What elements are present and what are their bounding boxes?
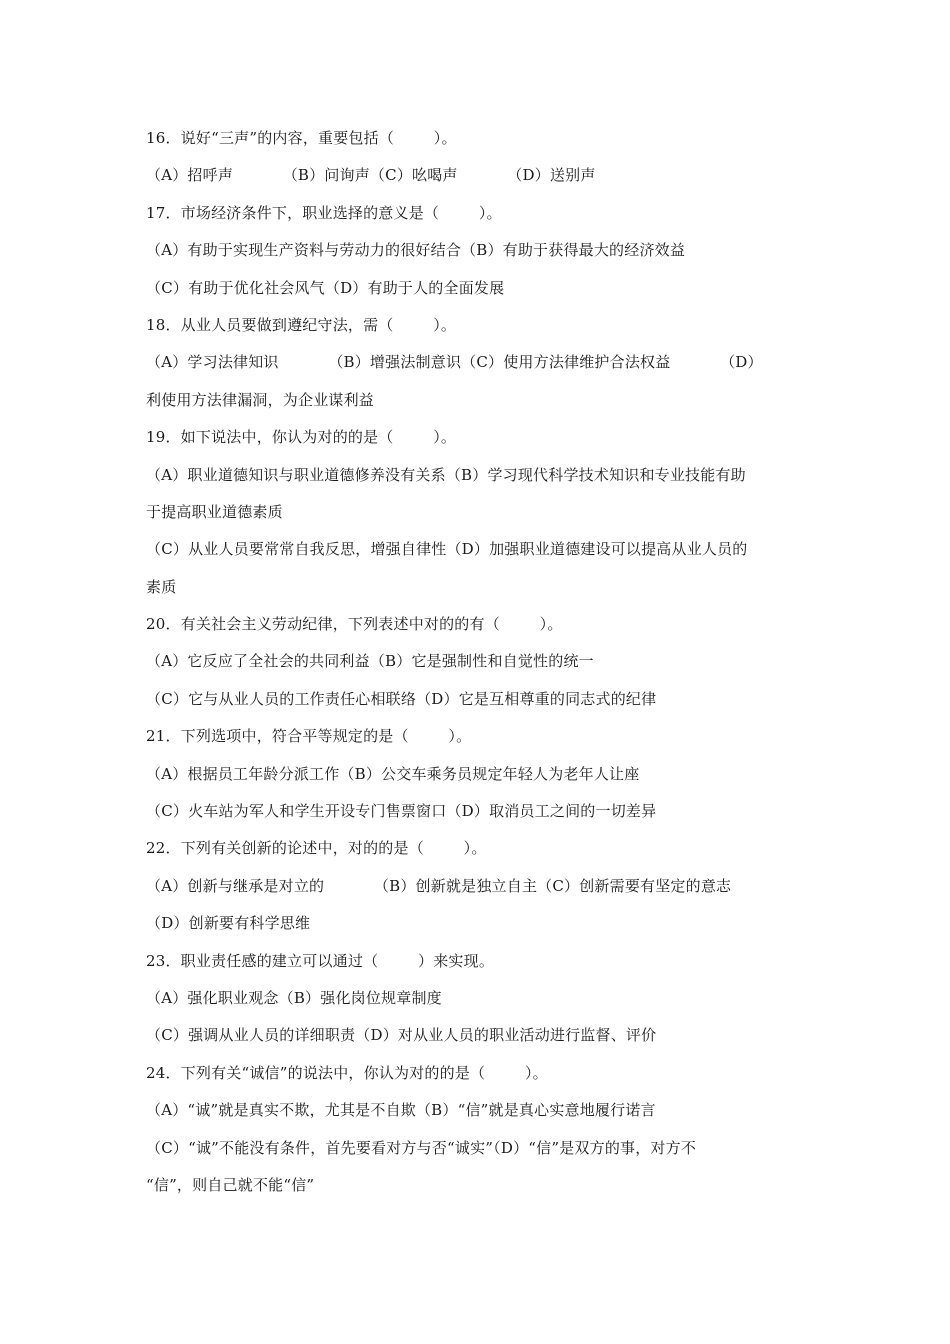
question-17: 17．市场经济条件下，职业选择的意义是（ ）。 xyxy=(146,203,502,222)
options-16: （A）招呼声 （B）问询声（C）吆喝声 （D）送别声 xyxy=(146,166,596,185)
options-23-line-2: （C）强调从业人员的详细职责（D）对从业人员的职业活动进行监督、评价 xyxy=(146,1026,657,1045)
question-24: 24．下列有关“诚信”的说法中，你认为对的的是（ ）。 xyxy=(146,1063,548,1082)
options-22-line-2: （D）创新要有科学思维 xyxy=(146,914,311,933)
options-24-line-2: （C）“诚”不能没有条件，首先要看对方与否“诚实”（D）“信”是双方的事，对方不 xyxy=(146,1138,697,1157)
options-17-line-1: （A）有助于实现生产资料与劳动力的很好结合（B）有助于获得最大的经济效益 xyxy=(146,241,686,260)
options-20-line-2: （C）它与从业人员的工作责任心相联络（D）它是互相尊重的同志式的纪律 xyxy=(146,689,657,708)
question-23: 23．职业责任感的建立可以通过（ ）来实现。 xyxy=(146,951,495,970)
question-19: 19．如下说法中，你认为对的的是（ ）。 xyxy=(146,428,457,447)
options-23-line-1: （A）强化职业观念（B）强化岗位规章制度 xyxy=(146,988,442,1007)
question-16: 16．说好“三声”的内容，重要包括（ ）。 xyxy=(146,129,457,147)
question-21: 21．下列选项中，符合平等规定的是（ ）。 xyxy=(146,727,472,746)
options-21-line-2: （C）火车站为军人和学生开设专门售票窗口（D）取消员工之间的一切差异 xyxy=(146,802,657,821)
options-19-line-4: 素质 xyxy=(146,577,177,596)
question-18: 18．从业人员要做到遵纪守法，需（ ）。 xyxy=(146,315,457,334)
options-24-line-3: “信”，则自己就不能“信” xyxy=(146,1175,315,1194)
options-18-line-1: （A）学习法律知识 （B）增强法制意识（C）使用方法律维护合法权益 （D） xyxy=(146,353,763,372)
options-24-line-1: （A）“诚”就是真实不欺，尤其是不自欺（B）“信”就是真心实意地履行诺言 xyxy=(146,1101,656,1120)
options-18-line-2: 利使用方法律漏洞，为企业谋利益 xyxy=(146,390,375,409)
options-19-line-3: （C）从业人员要常常自我反思，增强自律性（D）加强职业道德建设可以提高从业人员的 xyxy=(146,540,748,559)
options-19-line-1: （A）职业道德知识与职业道德修养没有关系（B）学习现代科学技术知识和专业技能有助 xyxy=(146,465,746,484)
options-19-line-2: 于提高职业道德素质 xyxy=(146,502,283,521)
document-page xyxy=(146,120,806,1204)
options-21-line-1: （A）根据员工年龄分派工作（B）公交车乘务员规定年轻人为老年人让座 xyxy=(146,764,640,783)
question-22: 22．下列有关创新的论述中，对的的是（ ）。 xyxy=(146,839,487,858)
question-20: 20．有关社会主义劳动纪律，下列表述中对的的有（ ）。 xyxy=(146,615,563,634)
options-20-line-1: （A）它反应了全社会的共同利益（B）它是强制性和自觉性的统一 xyxy=(146,652,594,671)
options-22-line-1: （A）创新与继承是对立的 （B）创新就是独立自主（C）创新需要有坚定的意志 xyxy=(146,876,732,895)
options-17-line-2: （C）有助于优化社会风气（D）有助于人的全面发展 xyxy=(146,278,505,297)
